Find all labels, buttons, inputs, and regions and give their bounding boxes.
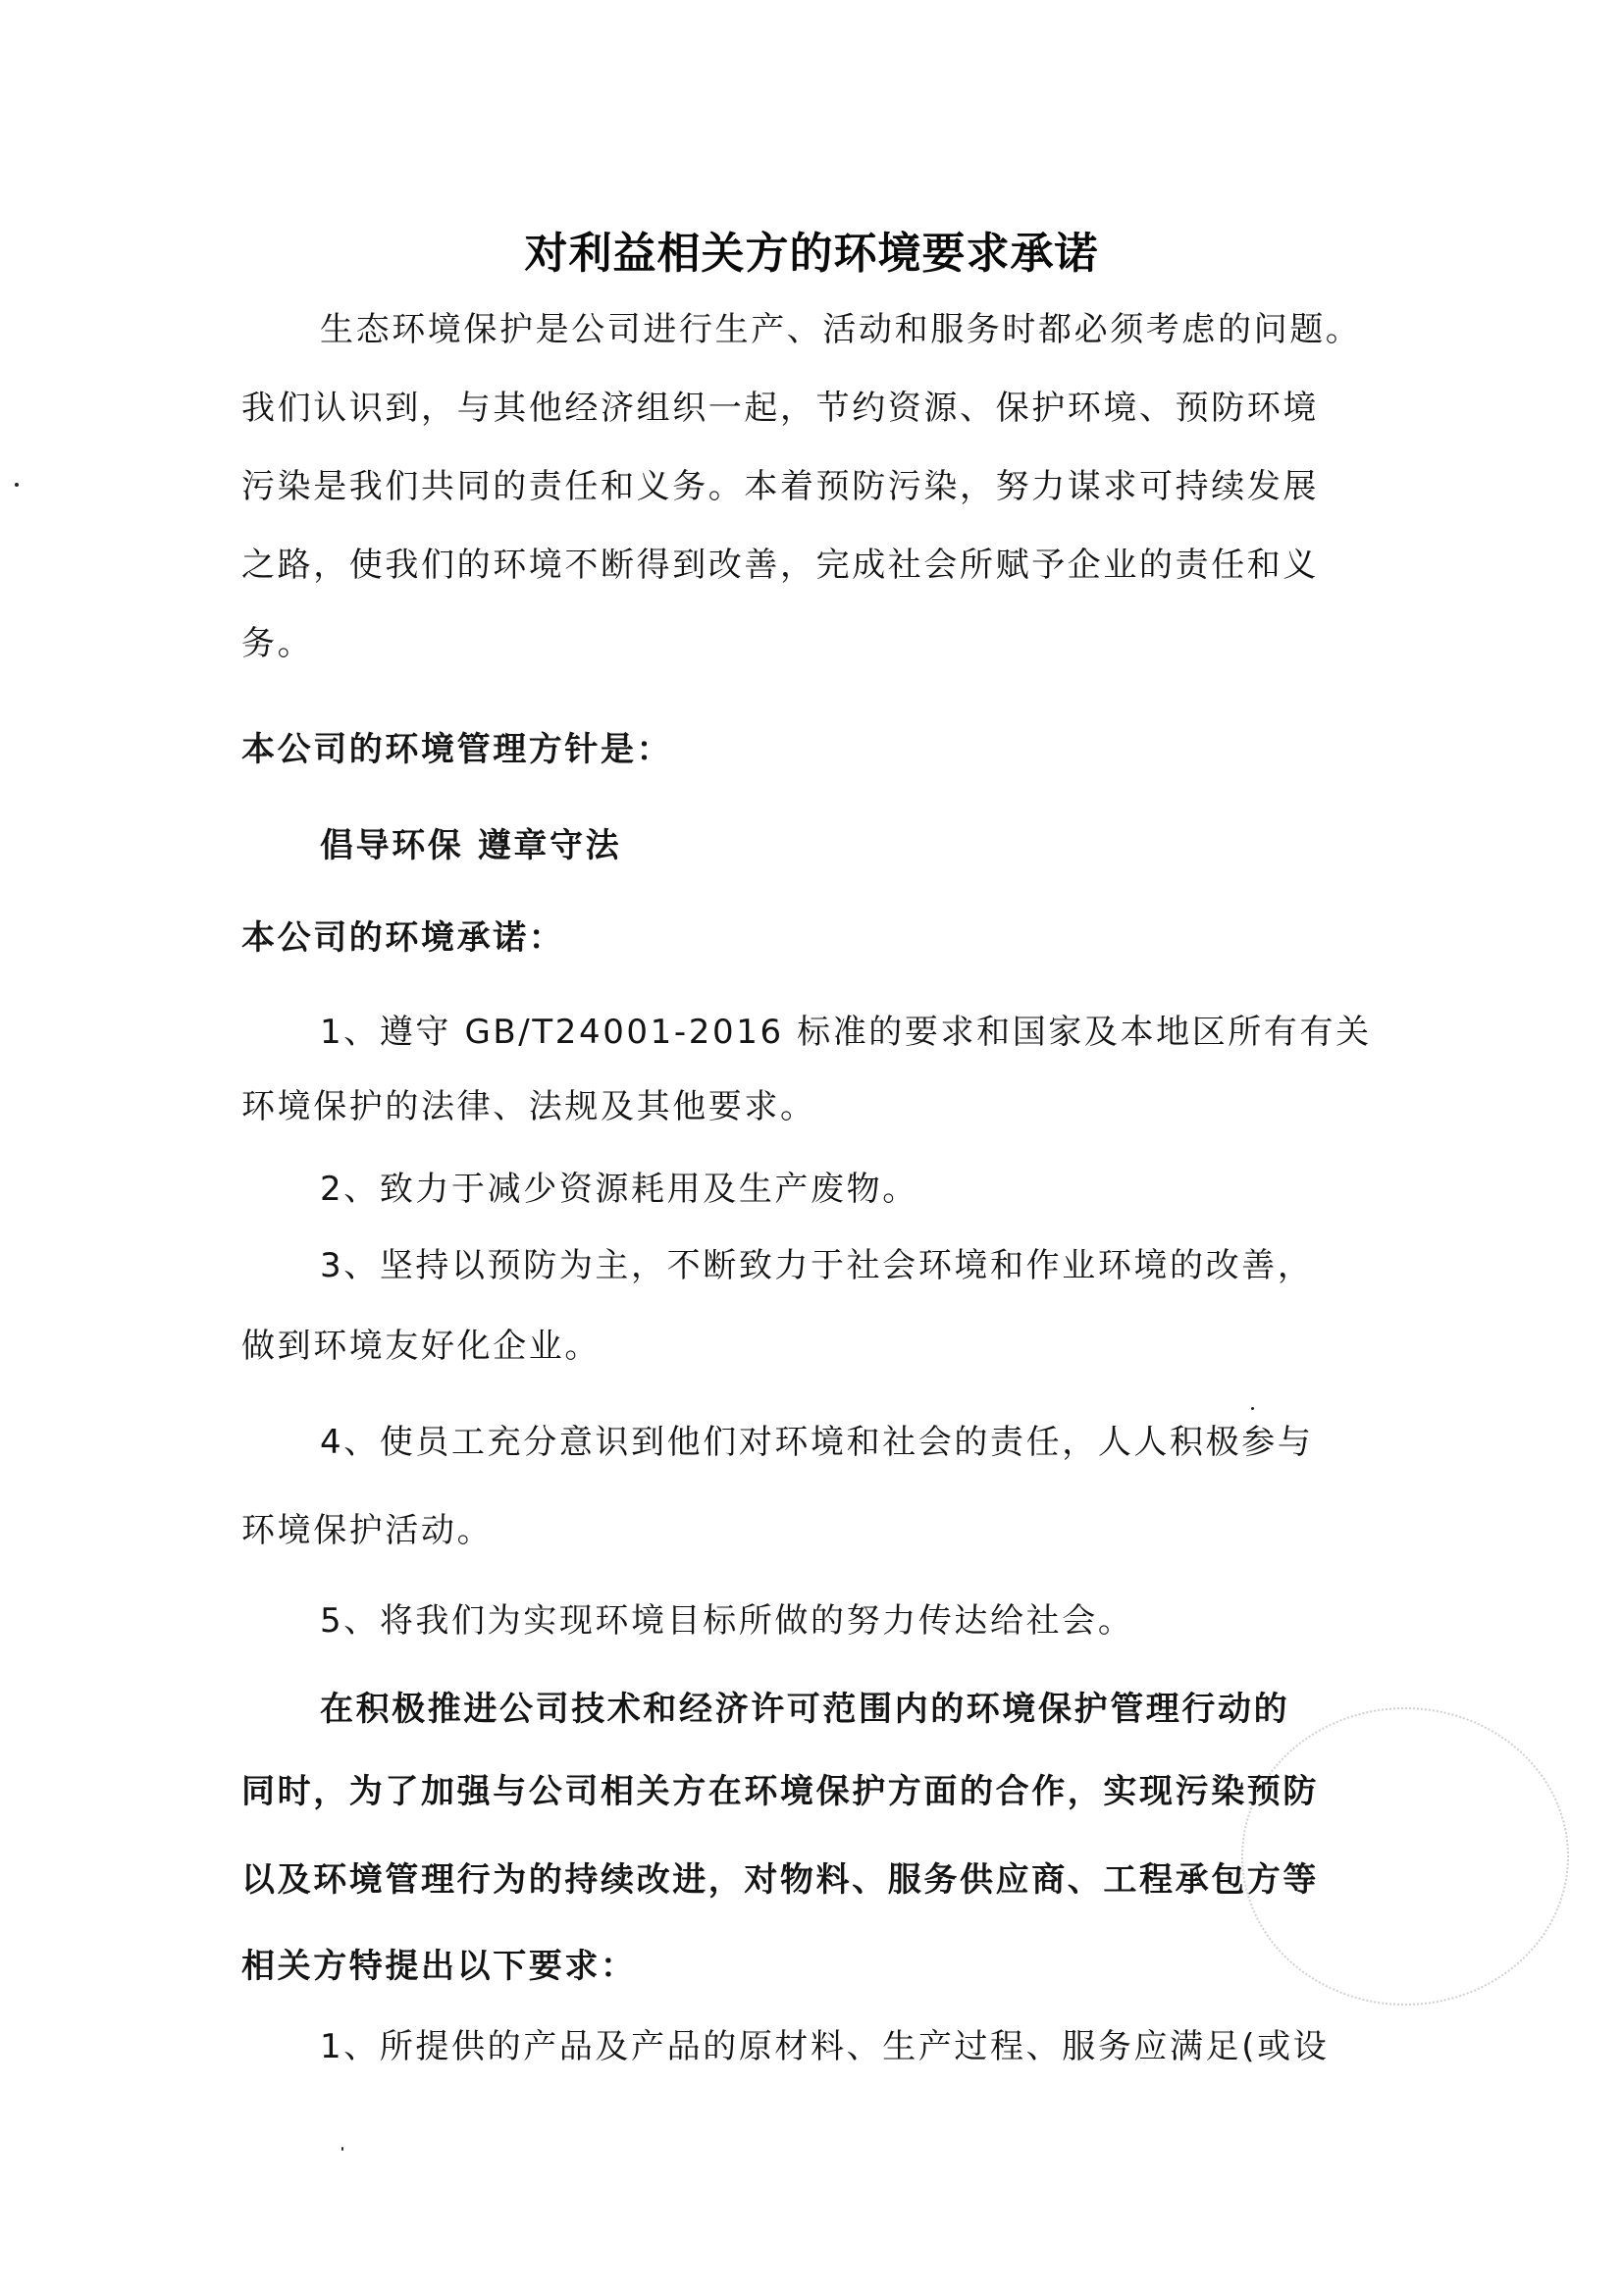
requirements-line-3: 以及环境管理行为的持续改进，对物料、服务供应商、工程承包方等 xyxy=(241,1860,1319,1900)
scan-speck xyxy=(1251,1407,1254,1410)
policy-heading: 本公司的环境管理方针是： xyxy=(241,730,673,769)
commitment-2: 2、致力于减少资源耗用及生产废物。 xyxy=(320,1170,918,1209)
commitment-4-line-2: 环境保护活动。 xyxy=(241,1511,494,1550)
commitment-4-line-1: 4、使员工充分意识到他们对环境和社会的责任，人人积极参与 xyxy=(320,1423,1314,1462)
intro-line-5: 务。 xyxy=(241,624,314,663)
commitment-1-line-1: 1、遵守 GB/T24001-2016 标准的要求和国家及本地区所有有关 xyxy=(320,1013,1372,1052)
commitment-3-line-2: 做到环境友好化企业。 xyxy=(241,1327,601,1366)
intro-line-2: 我们认识到，与其他经济组织一起，节约资源、保护环境、预防环境 xyxy=(241,389,1319,428)
requirements-line-4: 相关方特提出以下要求： xyxy=(241,1947,637,1986)
requirements-line-2: 同时，为了加强与公司相关方在环境保护方面的合作，实现污染预防 xyxy=(241,1772,1319,1811)
intro-line-3: 污染是我们共同的责任和义务。本着预防污染，努力谋求可持续发展 xyxy=(241,467,1319,506)
commitment-1-line-2: 环境保护的法律、法规及其他要求。 xyxy=(241,1087,816,1126)
commitment-heading: 本公司的环境承诺： xyxy=(241,918,565,958)
policy-text: 倡导环保 遵章守法 xyxy=(320,826,622,865)
requirements-line-1: 在积极推进公司技术和经济许可范围内的环境保护管理行动的 xyxy=(320,1690,1290,1729)
requirement-1: 1、所提供的产品及产品的原材料、生产过程、服务应满足(或设 xyxy=(320,2027,1330,2066)
scan-speck xyxy=(15,483,19,487)
commitment-3-line-1: 3、坚持以预防为主，不断致力于社会环境和作业环境的改善， xyxy=(320,1246,1314,1285)
commitment-5: 5、将我们为实现环境目标所做的努力传达给社会。 xyxy=(320,1601,1134,1641)
scan-speck xyxy=(341,2147,343,2151)
faint-seal-stamp xyxy=(1241,1707,1569,2006)
document-title: 对利益相关方的环境要求承诺 xyxy=(524,229,1099,279)
intro-line-1: 生态环境保护是公司进行生产、活动和服务时都必须考虑的问题。 xyxy=(320,310,1362,349)
intro-line-4: 之路，使我们的环境不断得到改善，完成社会所赋予企业的责任和义 xyxy=(241,546,1319,585)
